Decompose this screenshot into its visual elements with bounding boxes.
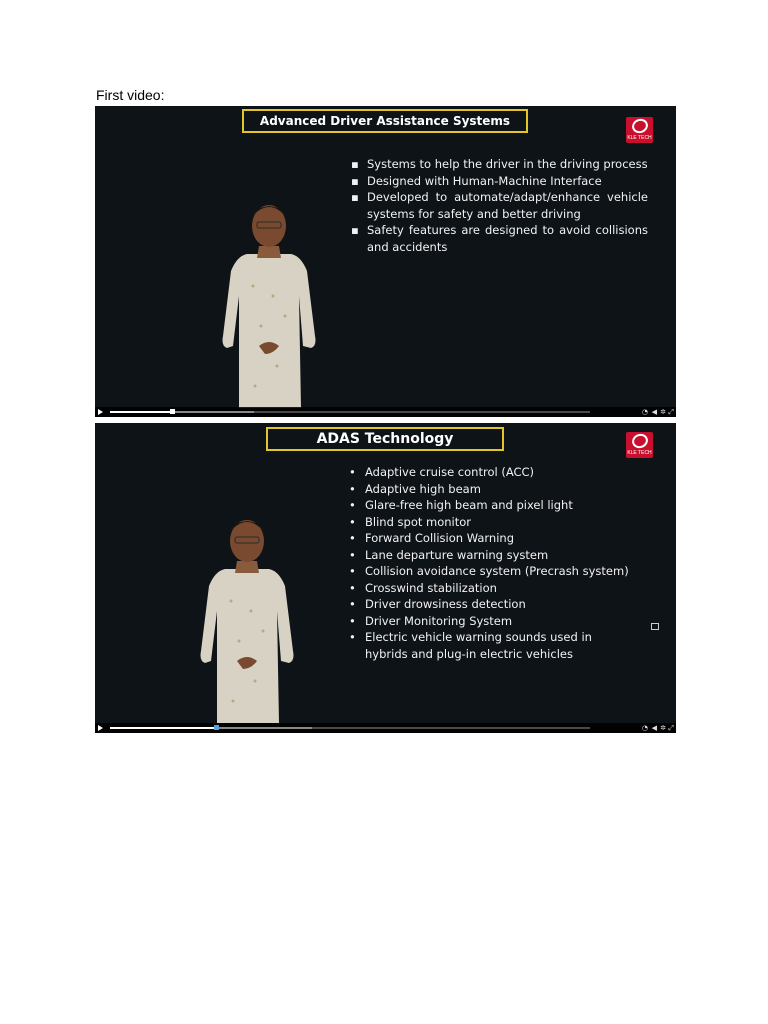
presenter-figure	[203, 196, 333, 408]
bullet-glyph: ▪	[351, 173, 359, 188]
seek-bar[interactable]	[110, 727, 590, 729]
bullet-list	[351, 156, 648, 255]
bullet-item: ▪ Safety features are designed to avoid collisions and accidents	[351, 223, 648, 254]
bullet-glyph: •	[349, 597, 356, 611]
seek-thumb[interactable]	[170, 409, 175, 414]
bullet-item: • Electric vehicle warning sounds used in hybrids and plug-in electric vehicles	[349, 630, 592, 661]
bullet-item: • Blind spot monitor	[349, 514, 472, 529]
logo-text: KLE TECH	[627, 450, 652, 456]
bullet-item: • Adaptive cruise control (ACC)	[349, 465, 535, 479]
play-icon[interactable]	[98, 409, 103, 415]
video-controls	[95, 723, 676, 733]
volume-icon[interactable]: ◀	[651, 724, 657, 732]
bullet-item: ▪ Designed with Human-Machine Interface	[351, 173, 602, 188]
bullet-item: • Glare-free high beam and pixel light	[349, 498, 573, 512]
fullscreen-icon[interactable]: ⤢	[668, 408, 674, 416]
bullet-item: • Crosswind stabilization	[349, 580, 497, 595]
slide-title: Advanced Driver Assistance Systems	[242, 109, 528, 133]
presenter-figure	[181, 511, 311, 723]
bullet-glyph: •	[349, 547, 356, 562]
bullet-glyph: •	[349, 498, 356, 512]
speed-icon[interactable]: ◔	[641, 724, 648, 732]
seek-bar[interactable]	[110, 411, 590, 413]
bullet-list	[349, 464, 629, 662]
video-player-1[interactable]	[95, 106, 676, 417]
fullscreen-icon[interactable]: ⤢	[668, 724, 674, 732]
bullet-glyph: ▪	[351, 157, 359, 171]
bullet-glyph: •	[349, 580, 356, 595]
speed-icon[interactable]: ◔	[641, 408, 648, 416]
bullet-glyph: •	[349, 613, 356, 628]
bullet-glyph: •	[349, 630, 356, 644]
kle-tech-logo	[626, 117, 653, 143]
bullet-glyph: •	[349, 465, 356, 479]
settings-icon[interactable]: ✲	[660, 408, 666, 416]
bullet-item: • Driver drowsiness detection	[349, 597, 526, 611]
bullet-item: • Driver Monitoring System	[349, 613, 513, 628]
bullet-item: • Forward Collision Warning	[349, 531, 515, 545]
bullet-item: ▪ Systems to help the driver in the driving process	[351, 157, 648, 171]
bullet-item: ▪ Developed to automate/adapt/enhance vehicle systems for safety and better driving	[351, 190, 648, 221]
play-icon[interactable]	[98, 725, 103, 731]
bullet-item: • Collision avoidance system (Precrash system)	[349, 564, 629, 578]
logo-text: KLE TECH	[627, 135, 652, 141]
played-bar	[110, 727, 216, 729]
caption: First video:	[96, 87, 165, 103]
video-player-2[interactable]	[95, 423, 676, 733]
seek-thumb[interactable]	[214, 725, 219, 730]
bullet-item: • Lane departure warning system	[349, 547, 549, 562]
bullet-item: • Adaptive high beam	[349, 481, 481, 496]
settings-icon[interactable]: ✲	[660, 724, 666, 732]
picture-in-picture-icon[interactable]	[651, 623, 659, 630]
bullet-glyph: •	[349, 564, 356, 578]
bullet-glyph: •	[349, 531, 356, 545]
bullet-glyph: •	[349, 514, 356, 529]
kle-tech-logo	[626, 432, 653, 458]
bullet-glyph: ▪	[351, 223, 359, 237]
played-bar	[110, 411, 172, 413]
slide-title: ADAS Technology	[266, 427, 504, 451]
bullet-glyph: •	[349, 481, 356, 496]
bullet-glyph: ▪	[351, 190, 359, 204]
volume-icon[interactable]: ◀	[651, 408, 657, 416]
video-controls	[95, 407, 676, 417]
